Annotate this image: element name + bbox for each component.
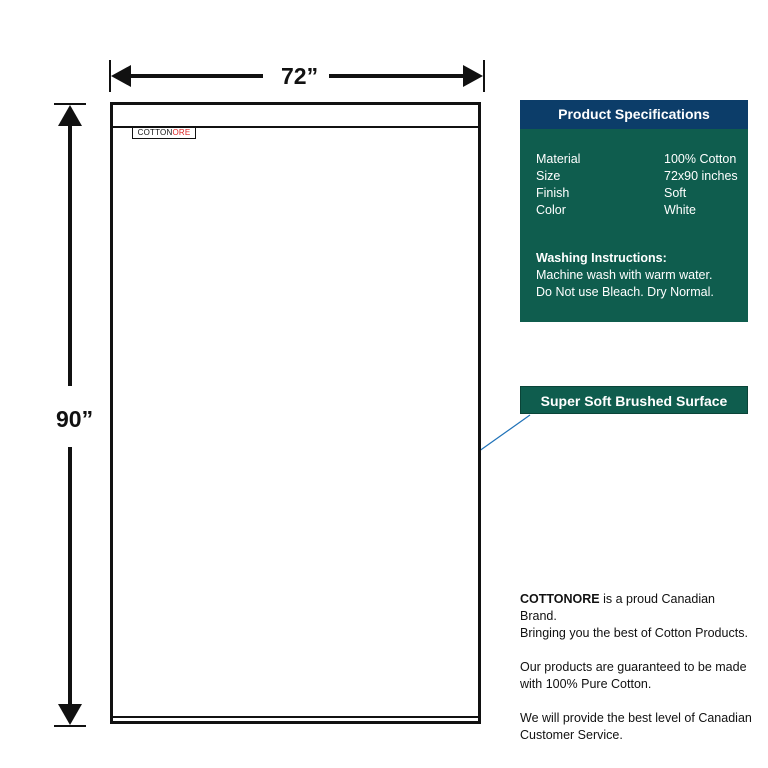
spec-panel-title: Product Specifications [520,100,748,129]
spec-key: Color [536,203,566,217]
spec-row-color [536,202,741,219]
spec-key: Finish [536,186,570,200]
washing-title: Washing Instructions: [536,251,667,265]
spec-row-size [536,168,741,185]
spec-key: Size [536,169,561,183]
about-p2-line1: Our products are guaranteed to be made [520,660,747,674]
brand-tag [132,127,196,139]
spec-value: 100% Cotton [664,152,737,166]
about-p2-line2: with 100% Pure Cotton. [520,677,652,691]
spec-value: Soft [664,186,687,200]
spec-row-material [536,151,741,168]
surface-callout: Super Soft Brushed Surface [520,386,748,414]
height-label: 90” [56,406,94,432]
width-arrow-right [463,65,483,87]
about-brand-name: COTTONORE [520,592,600,606]
about-brand-text [520,591,755,744]
width-arrow-left [111,65,131,87]
height-arrow-bottom [58,704,82,725]
about-paragraph-1 [520,591,755,642]
washing-line-2: Do Not use Bleach. Dry Normal. [536,285,714,299]
about-paragraph-3 [520,710,755,744]
about-p1-line2: Bringing you the best of Cotton Products. [520,626,748,640]
height-arrow-top [58,105,82,126]
sheet-bottom-hem [113,716,478,718]
washing-line-1: Machine wash with warm water. [536,268,713,282]
washing-instructions [536,250,741,301]
spec-table [536,151,741,219]
sheet-illustration [110,102,481,724]
spec-row-finish [536,185,741,202]
about-p3-line1: We will provide the best level of Canadian [520,711,752,725]
about-paragraph-2 [520,659,755,693]
width-label: 72” [281,63,319,89]
spec-value: 72x90 inches [664,169,738,183]
about-p3-line2: Customer Service. [520,728,623,742]
spec-key: Material [536,152,581,166]
spec-value: White [664,203,696,217]
brand-tag-text-1: COTTON [137,128,173,137]
about-p1-rest: is a proud Canadian Brand. [520,592,715,623]
brand-tag-text-2: ORE [172,128,191,137]
spec-panel [520,100,748,322]
